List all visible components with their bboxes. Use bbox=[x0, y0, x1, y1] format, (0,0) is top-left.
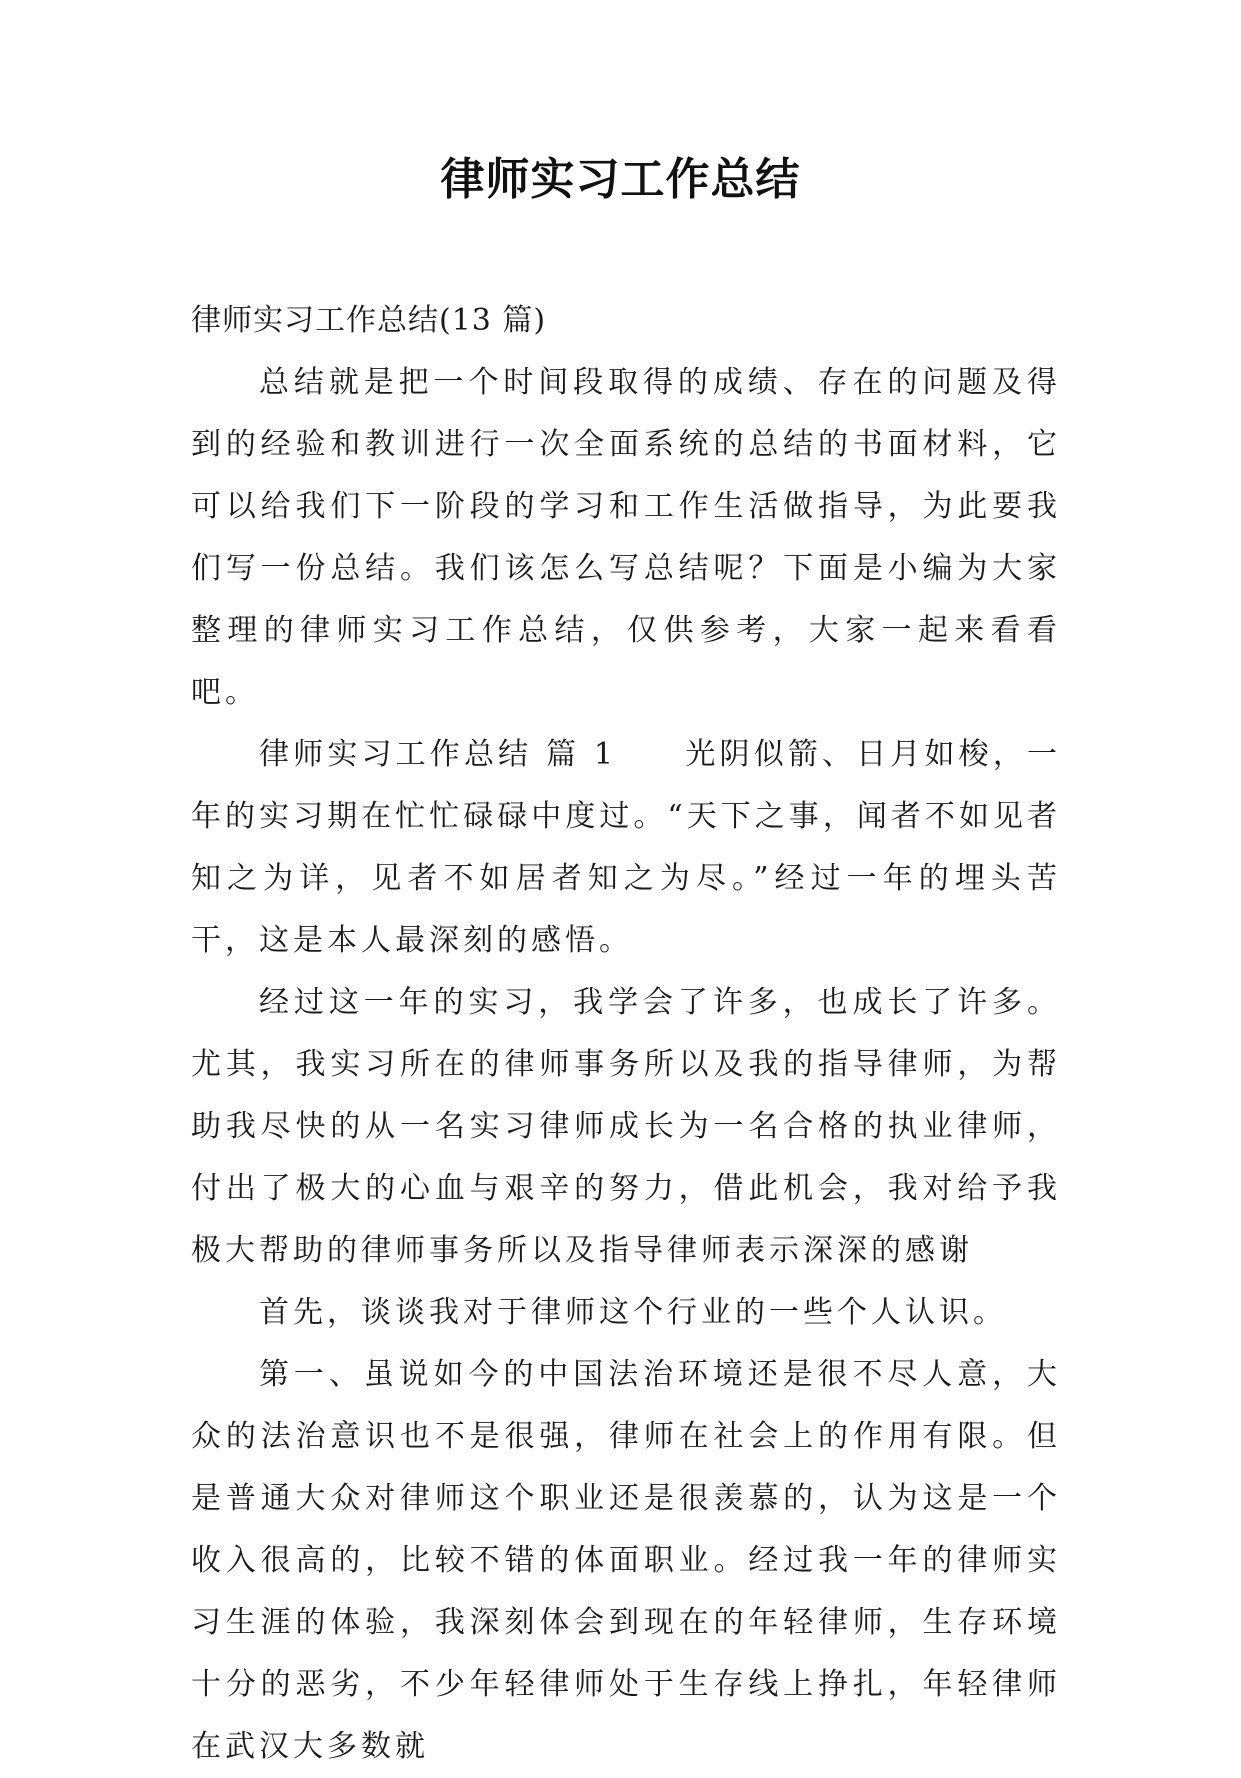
paragraph-first-topic: 首先，谈谈我对于律师这个行业的一些个人认识。 bbox=[259, 1295, 1007, 1330]
paragraph-section-1: 律师实习工作总结 篇 1 光阴似箭、日月如梭，一年的实习期在忙忙碌碌中度过。“天下之事，闻者不如见者知之为详，见者不如居者知之为尽。”经过一年的埋头苦干，这是本人最深刻的感悟。 bbox=[191, 737, 1061, 958]
paragraph-gratitude: 经过这一年的实习，我学会了许多，也成长了许多。尤其，我实习所在的律师事务所以及我的指导律师，为帮助我尽快的从一名实习律师成长为一名合格的执业律师，付出了极大的心血与艰辛的努力，借此机会，我对给予我极大帮助的律师事务所以及指导律师表示深深的感谢 bbox=[191, 985, 1061, 1268]
document-subtitle: 律师实习工作总结(13 篇) bbox=[191, 303, 547, 338]
paragraph-point-one: 第一、虽说如今的中国法治环境还是很不尽人意，大众的法治意识也不是很强，律师在社会上的作用有限。但是普通大众对律师这个职业还是很羡慕的，认为这是一个收入很高的，比较不错的体面职业。经过我一年的律师实习生涯的体验，我深刻体会到现在的年轻律师，生存环境十分的恶劣，不少年轻律师处于生存线上挣扎，年轻律师在武汉大多数就 bbox=[191, 1357, 1061, 1764]
document-title: 律师实习工作总结 bbox=[440, 154, 801, 205]
paragraph-intro: 总结就是把一个时间段取得的成绩、存在的问题及得到的经验和教训进行一次全面系统的总结的书面材料，它可以给我们下一阶段的学习和工作生活做指导，为此要我们写一份总结。我们该怎么写总结呢？下面是小编为大家整理的律师实习工作总结，仅供参考，大家一起来看看吧。 bbox=[191, 365, 1061, 710]
document-body bbox=[191, 290, 1061, 1778]
